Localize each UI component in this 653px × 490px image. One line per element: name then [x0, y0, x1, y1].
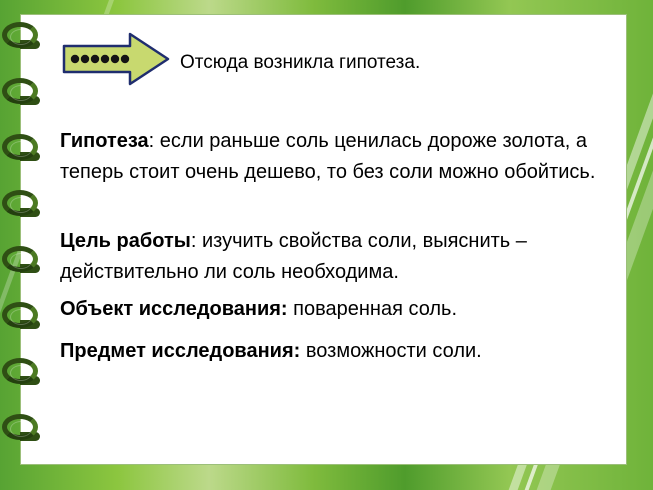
- intro-text: Отсюда возникла гипотеза.: [180, 52, 421, 73]
- paragraph-hypothesis: [60, 126, 616, 188]
- binding-ring: [2, 134, 46, 164]
- paragraph-subject-label: Предмет исследования:: [60, 340, 301, 362]
- paragraph-hypothesis-label: Гипотеза: [60, 130, 149, 152]
- binding-ring: [2, 358, 46, 388]
- binding-ring: [2, 78, 46, 108]
- binding-ring: [2, 190, 46, 220]
- spiral-binding: [2, 22, 62, 462]
- paragraph-goal-separator: :: [190, 230, 202, 252]
- paragraph-object-label: Объект исследования:: [60, 298, 288, 320]
- binding-ring: [2, 22, 46, 52]
- paragraph-subject-text: возможности соли.: [305, 340, 482, 362]
- paragraph-goal: [60, 226, 616, 288]
- paragraph-object-text: поваренная соль.: [293, 298, 458, 320]
- paragraph-goal-label: Цель работы: [60, 230, 191, 252]
- binding-ring: [2, 302, 46, 332]
- paragraph-object: [60, 294, 616, 325]
- binding-ring: [2, 414, 46, 444]
- right-arrow-icon: [62, 30, 172, 88]
- paragraph-goal-text: изучить свойства соли, выяснить – действительно ли соль необходима.: [60, 230, 527, 283]
- paragraph-hypothesis-separator: :: [148, 130, 160, 152]
- paragraph-subject: [60, 336, 616, 367]
- binding-ring: [2, 246, 46, 276]
- paragraph-hypothesis-text: если раньше соль ценилась дороже золота, а теперь стоит очень дешево, то без соли можно обойтись.: [60, 130, 596, 183]
